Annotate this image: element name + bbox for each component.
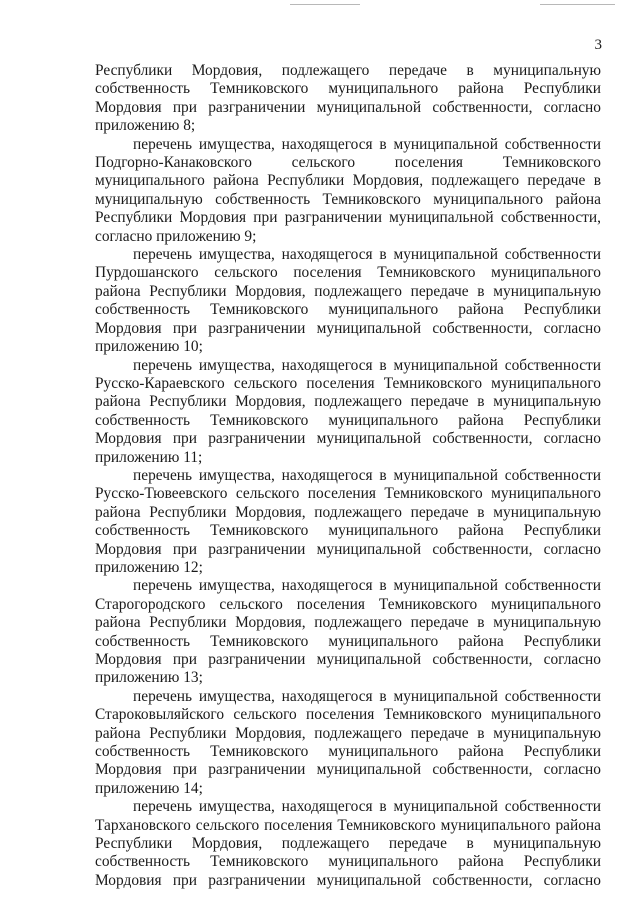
paragraph-item: перечень имущества, находящегося в муниципальной собственности Староковыляйского сельского поселения Темниковского муниципального района Республики Мордовия, подлежащего передаче в муниципальную собственность Темниковского муниципального района Республики Мордовия при разграничении муниципальной собственности, согласно приложению 14; — [95, 687, 601, 797]
paragraph-item: перечень имущества, находящегося в муниципальной собственности Подгорно-Канаковского сельского поселения Темниковского муниципального района Республики Мордовия, подлежащего передаче в муниципальную собственность Темниковского муниципального района Республики Мордовия при разграничении муниципальной собственности, согласно приложению 9; — [95, 135, 601, 245]
paragraph-item-last: перечень имущества, находящегося в муниципальной собственности Тархановского сельского поселения Темниковского муниципального района Республики Мордовия, подлежащего передаче в муниципальную собственность Темниковского муниципального района Республики Мордовия при разграничении муниципальной собственности, согласно — [95, 798, 601, 889]
document-body — [95, 62, 601, 890]
paragraph-item: перечень имущества, находящегося в муниципальной собственности Старогородского сельского поселения Темниковского муниципального района Республики Мордовия, подлежащего передаче в муниципальную собственность Темниковского муниципального района Республики Мордовия при разграничении муниципальной собственности, согласно приложению 13; — [95, 577, 601, 687]
paragraph-continuation: Республики Мордовия, подлежащего передаче в муниципальную собственность Темниковского муниципального района Республики Мордовия при разграничении муниципальной собственности, согласно приложению 8; — [95, 62, 601, 135]
scan-artifact — [540, 4, 615, 5]
paragraph-item: перечень имущества, находящегося в муниципальной собственности Русско-Тювеевского сельского поселения Темниковского муниципального района Республики Мордовия, подлежащего передаче в муниципальную собственность Темниковского муниципального района Республики Мордовия при разграничении муниципальной собственности, согласно приложению 12; — [95, 466, 601, 576]
paragraph-item: перечень имущества, находящегося в муниципальной собственности Русско-Караевского сельского поселения Темниковского муниципального района Республики Мордовия, подлежащего передаче в муниципальную собственность Темниковского муниципального района Республики Мордовия при разграничении муниципальной собственности, согласно приложению 11; — [95, 356, 601, 466]
page-number: 3 — [594, 37, 602, 53]
paragraph-item: перечень имущества, находящегося в муниципальной собственности Пурдошанского сельского поселения Темниковского муниципального района Республики Мордовия, подлежащего передаче в муниципальную собственность Темниковского муниципального района Республики Мордовия при разграничении муниципальной собственности, согласно приложению 10; — [95, 246, 601, 356]
scan-artifact — [290, 4, 360, 5]
